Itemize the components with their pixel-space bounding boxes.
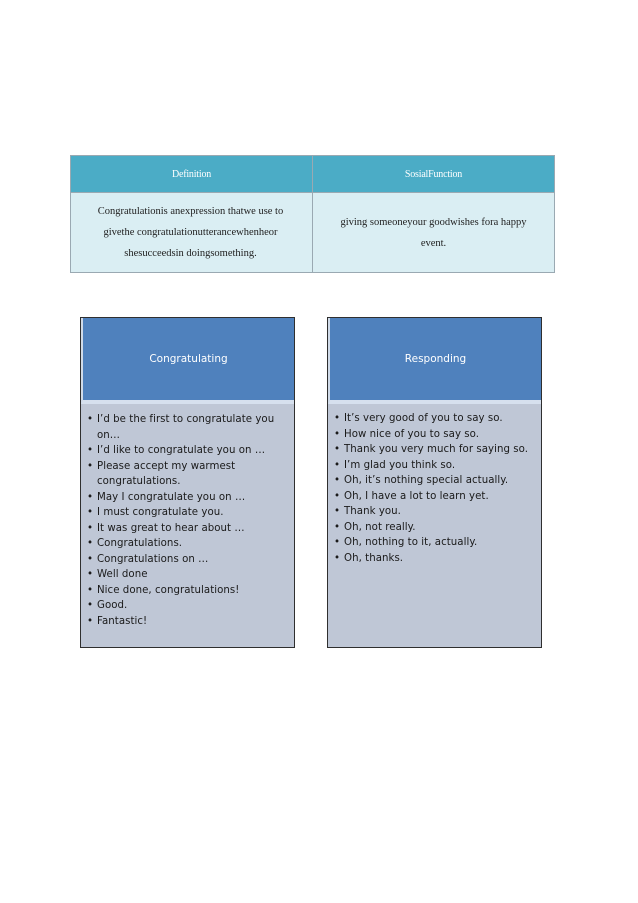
definition-cell bbox=[71, 193, 313, 273]
congratulating-card bbox=[80, 317, 295, 648]
list-item-text: Nice done, congratulations! bbox=[97, 584, 240, 596]
list-item-text: Oh, thanks. bbox=[344, 552, 404, 564]
list-item bbox=[87, 443, 294, 459]
list-item-text: It was great to hear about … bbox=[97, 522, 245, 534]
definition-line: givethe congratulationutterancewhenheor bbox=[103, 227, 278, 238]
list-item-text: How nice of you to say so. bbox=[344, 428, 480, 440]
bullet-icon: • bbox=[334, 444, 341, 455]
list-item bbox=[87, 614, 294, 630]
list-item-text: Oh, nothing to it, actually. bbox=[344, 537, 478, 548]
list-item-text: It’s very good of you to say so. bbox=[344, 413, 503, 424]
social-function-header: SosialFunction bbox=[313, 156, 555, 193]
list-item-text: I’d like to congratulate you on … bbox=[97, 445, 266, 456]
definition-header: Definition bbox=[71, 156, 313, 193]
list-item bbox=[87, 521, 294, 537]
list-item bbox=[87, 459, 294, 490]
bullet-icon: • bbox=[334, 490, 341, 502]
function-line: event. bbox=[420, 237, 447, 249]
responding-list bbox=[328, 404, 541, 566]
bullet-icon: • bbox=[334, 552, 341, 564]
responding-card bbox=[327, 317, 542, 648]
bullet-icon: • bbox=[87, 584, 94, 596]
list-item-text: I must congratulate you. bbox=[97, 507, 224, 518]
bullet-icon: • bbox=[87, 538, 94, 549]
bullet-icon: • bbox=[87, 491, 94, 503]
bullet-icon: • bbox=[334, 506, 341, 517]
congratulating-header bbox=[81, 318, 294, 404]
bullet-icon: • bbox=[87, 569, 94, 580]
list-item-text: Good. bbox=[97, 600, 128, 611]
bullet-icon: • bbox=[87, 553, 94, 565]
list-item bbox=[334, 411, 541, 427]
definition-table bbox=[70, 155, 555, 273]
bullet-icon: • bbox=[334, 521, 341, 533]
congratulating-list bbox=[81, 404, 294, 629]
list-item bbox=[87, 583, 294, 599]
list-item bbox=[334, 489, 541, 505]
responding-header bbox=[328, 318, 541, 404]
list-item bbox=[334, 520, 541, 536]
bullet-icon: • bbox=[334, 537, 341, 548]
list-item bbox=[334, 551, 541, 567]
list-item-text: I’m glad you think so. bbox=[344, 459, 456, 471]
bullet-icon: • bbox=[87, 522, 94, 534]
definition-line: Congratulationis anexpression thatwe use to bbox=[97, 206, 284, 217]
list-item-text: Oh, it’s nothing special actually. bbox=[344, 475, 509, 486]
social-function-cell bbox=[313, 193, 555, 273]
list-item-text: Congratulations. bbox=[97, 538, 183, 549]
congratulating-title: Congratulating bbox=[149, 353, 228, 365]
list-item-text: Thank you very much for saying so. bbox=[344, 444, 529, 455]
list-item bbox=[334, 427, 541, 443]
list-item-text: Oh, not really. bbox=[344, 521, 416, 533]
list-item bbox=[87, 598, 294, 614]
list-item-text: May I congratulate you on … bbox=[97, 491, 246, 503]
list-item bbox=[334, 442, 541, 458]
list-item bbox=[334, 504, 541, 520]
function-line: giving someoneyour goodwishes fora happy bbox=[340, 216, 527, 228]
list-item-text: Well done bbox=[97, 569, 148, 580]
list-item bbox=[87, 505, 294, 521]
list-item-text: Fantastic! bbox=[97, 615, 148, 627]
list-item-text: I’d be the first to congratulate you on… bbox=[97, 414, 275, 441]
bullet-icon: • bbox=[334, 475, 341, 486]
list-item-text: Oh, I have a lot to learn yet. bbox=[344, 490, 489, 502]
bullet-icon: • bbox=[87, 507, 94, 518]
bullet-icon: • bbox=[87, 445, 94, 456]
bullet-icon: • bbox=[87, 600, 94, 611]
list-item-text: Please accept my warmest congratulations. bbox=[97, 460, 236, 487]
responding-title: Responding bbox=[404, 353, 467, 365]
list-item bbox=[87, 567, 294, 583]
list-item bbox=[87, 536, 294, 552]
bullet-icon: • bbox=[87, 615, 94, 627]
bullet-icon: • bbox=[87, 414, 94, 425]
list-item bbox=[87, 490, 294, 506]
list-item bbox=[334, 458, 541, 474]
definition-line: shesucceedsin doingsomething. bbox=[124, 248, 257, 259]
list-item bbox=[334, 535, 541, 551]
bullet-icon: • bbox=[334, 413, 341, 424]
bullet-icon: • bbox=[87, 460, 94, 472]
list-item bbox=[87, 552, 294, 568]
list-item-text: Thank you. bbox=[344, 506, 401, 517]
list-item bbox=[334, 473, 541, 489]
bullet-icon: • bbox=[334, 428, 341, 440]
list-item bbox=[87, 412, 294, 443]
bullet-icon: • bbox=[334, 459, 341, 471]
list-item-text: Congratulations on … bbox=[97, 553, 209, 565]
